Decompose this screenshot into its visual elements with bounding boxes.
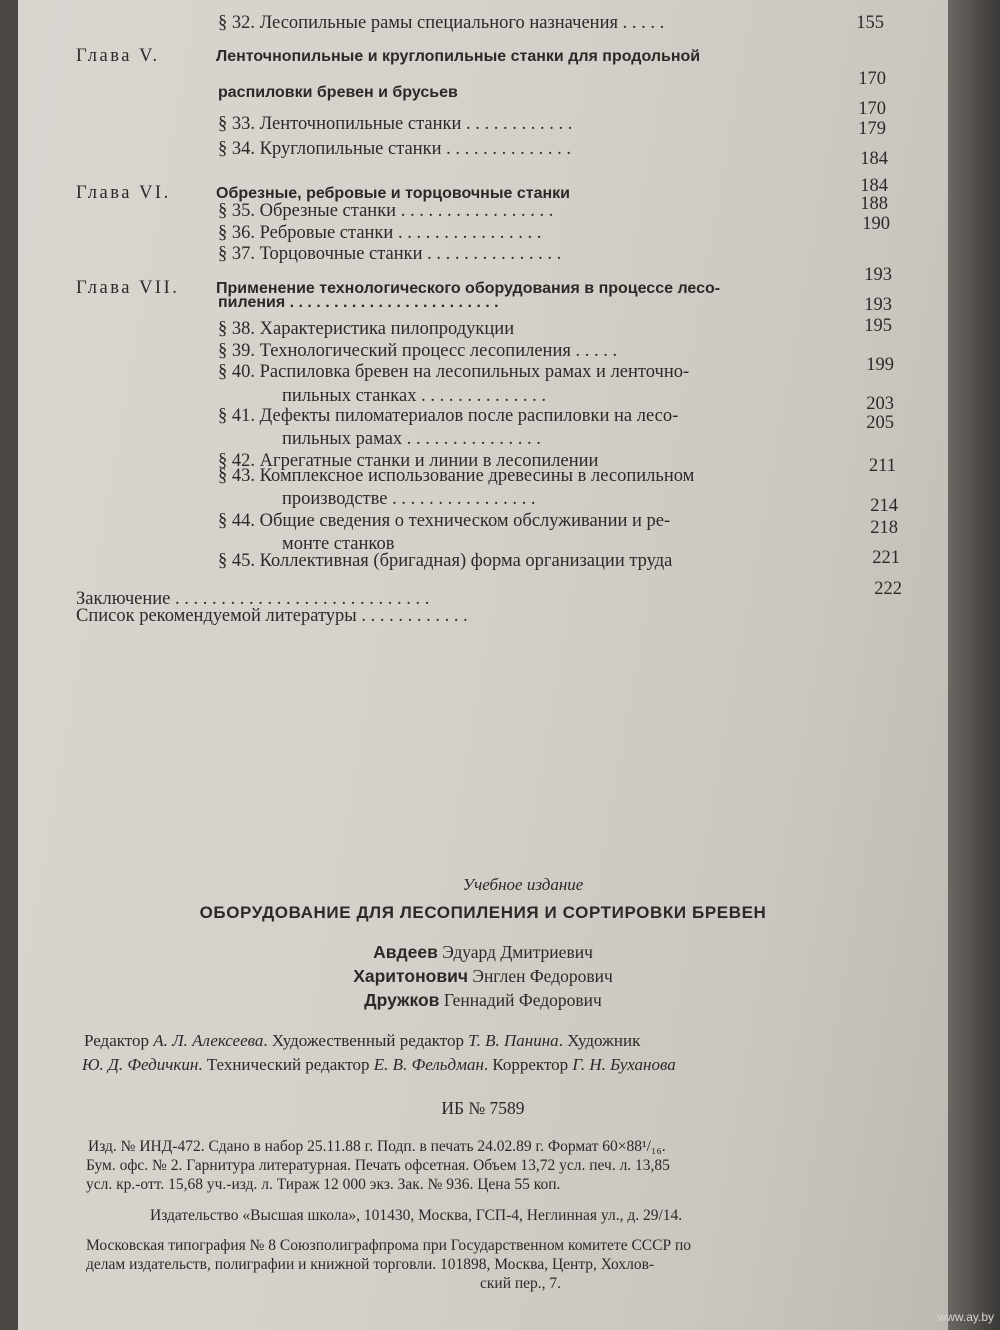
page-number: 188	[860, 194, 888, 214]
page-number: 203	[866, 394, 894, 414]
toc-entry: § 33. Ленточнопильные станки . . . . . . . . . . . .	[218, 114, 573, 134]
toc-entry: § 44. Общие сведения о техническом обслуживании и ре-	[218, 511, 671, 531]
page-number: 222	[874, 579, 902, 599]
toc-entry: § 36. Ребровые станки . . . . . . . . . . . . . . . .	[218, 223, 542, 243]
toc-entry: § 41. Дефекты пиломатериалов после распиловки на лесо-	[218, 406, 679, 426]
page-number: 170	[858, 99, 886, 119]
toc-entry: § 32. Лесопильные рамы специального назначения . . . . .	[218, 13, 665, 33]
toc-chapter-7: Глава VII. Применение технологического оборудования в процессе лесо-	[76, 278, 721, 298]
page-number: 205	[866, 413, 894, 433]
printer-line: ский пер., 7.	[480, 1275, 562, 1292]
toc-entry: § 35. Обрезные станки . . . . . . . . . . . . . . . . .	[218, 201, 554, 221]
toc-entry: § 45. Коллективная (бригадная) форма организации труда	[218, 551, 673, 571]
toc-chapter-5: Глава V. Ленточнопильные и круглопильные станки для продольной	[76, 46, 701, 66]
page-number: 211	[868, 456, 896, 476]
toc-entry: § 39. Технологический процесс лесопиления . . . . .	[218, 341, 618, 361]
author: Харитонович Энглен Федорович	[353, 966, 613, 986]
page-number: 170	[858, 69, 886, 89]
toc-entry: § 37. Торцовочные станки . . . . . . . . . . . . . . .	[218, 244, 562, 264]
toc-entry: § 38. Характеристика пилопродукции	[218, 319, 515, 339]
toc-entry: § 34. Круглопильные станки . . . . . . . . . . . . . .	[218, 139, 572, 159]
author: Дружков Геннадий Федорович	[364, 990, 602, 1010]
printer-line: делам издательств, полиграфии и книжной торговли. 101898, Москва, Центр, Хохлов-	[86, 1256, 655, 1273]
page-number: 199	[866, 355, 894, 375]
toc-entry-cont: монте станков	[282, 534, 395, 554]
editors-line: Редактор А. Л. Алексеева. Художественный редактор Т. В. Панина. Художник	[84, 1031, 641, 1050]
toc-conclusion: Заключение . . . . . . . . . . . . . . . . . . . . . . . . . . . .	[76, 589, 430, 609]
page-number: 214	[870, 496, 898, 516]
page-number: 193	[864, 295, 892, 315]
page-number: 179	[858, 119, 886, 139]
page-number: 155	[856, 13, 884, 33]
page-number: 193	[864, 265, 892, 285]
page-number: 221	[872, 548, 900, 568]
ib-number: ИБ № 7589	[441, 1098, 525, 1118]
page-shadow-edge	[948, 0, 1000, 1330]
print-details-line: Изд. № ИНД-472. Сдано в набор 25.11.88 г. Подп. в печать 24.02.89 г. Формат 60×88¹/₁₆.	[88, 1138, 666, 1155]
page-number: 184	[860, 149, 888, 169]
page-number: 184	[860, 176, 888, 196]
page-number: 195	[864, 316, 892, 336]
page-number: 218	[870, 518, 898, 538]
edition-type: Учебное издание	[462, 875, 584, 894]
book-title: ОБОРУДОВАНИЕ ДЛЯ ЛЕСОПИЛЕНИЯ И СОРТИРОВКИ БРЕВЕН	[199, 903, 767, 922]
toc-entry-cont: пильных станках . . . . . . . . . . . . . .	[282, 386, 546, 406]
toc-entry-cont: пильных рамах . . . . . . . . . . . . . . .	[282, 429, 541, 449]
printer-line: Московская типография № 8 Союзполиграфпрома при Государственном комитете СССР по	[86, 1237, 692, 1254]
print-details-line: Бум. офс. № 2. Гарнитура литературная. Печать офсетная. Объем 13,72 усл. печ. л. 13,85	[86, 1157, 670, 1174]
toc-entry: § 40. Распиловка бревен на лесопильных рамах и ленточно-	[218, 362, 690, 382]
toc-entry: § 42. Агрегатные станки и линии в лесопилении	[218, 451, 599, 471]
toc-chapter-6: Глава VI. Обрезные, ребровые и торцовочные станки	[76, 183, 570, 203]
toc-chapter-7-cont: пиления . . . . . . . . . . . . . . . . . . . . . . . .	[218, 294, 499, 311]
toc-entry: § 43. Комплексное использование древесины в лесопильном	[218, 466, 695, 486]
toc-bibliography: Список рекомендуемой литературы . . . . . . . . . . . .	[76, 606, 468, 626]
print-details-line: усл. кр.-отт. 15,68 уч.-изд. л. Тираж 12 000 экз. Зак. № 936. Цена 55 коп.	[86, 1176, 561, 1193]
editors-line: Ю. Д. Федичкин. Технический редактор Е. В. Фельдман. Корректор Г. Н. Буханова	[82, 1055, 676, 1074]
page-number: 190	[862, 214, 890, 234]
author: Авдеев Эдуард Дмитриевич	[373, 942, 593, 962]
toc-chapter-5-cont: распиловки бревен и брусьев	[218, 84, 458, 101]
toc-entry-cont: производстве . . . . . . . . . . . . . . . .	[282, 489, 536, 509]
publisher-line: Издательство «Высшая школа», 101430, Москва, ГСП-4, Неглинная ул., д. 29/14.	[150, 1207, 683, 1224]
site-watermark: www.ay.by	[937, 1310, 994, 1324]
